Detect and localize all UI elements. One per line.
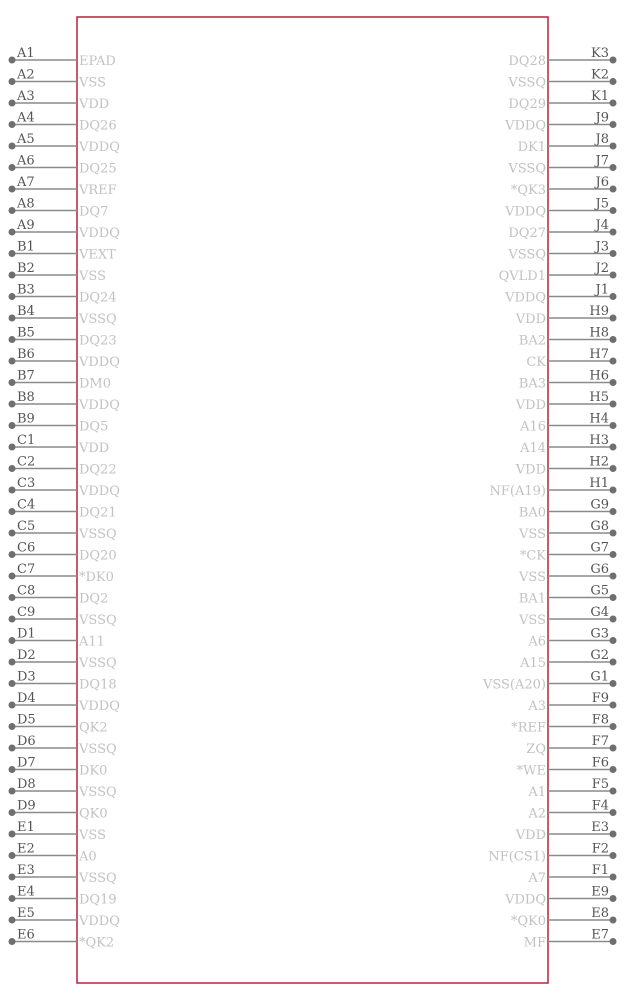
pin-name: VSSQ bbox=[79, 785, 117, 800]
pin-number: A5 bbox=[17, 132, 35, 147]
pin-name: VSSQ bbox=[79, 527, 117, 542]
pin-terminal bbox=[610, 874, 617, 881]
pin-number: B4 bbox=[17, 304, 35, 319]
pin-name: A1 bbox=[528, 785, 546, 800]
pin-number: E8 bbox=[591, 906, 609, 921]
pin-name: VDDQ bbox=[505, 290, 546, 306]
pin-terminal bbox=[9, 315, 16, 322]
pin-terminal bbox=[9, 745, 16, 752]
pin-number: B6 bbox=[17, 347, 35, 362]
pin-terminal bbox=[9, 766, 16, 773]
pin-number: A3 bbox=[17, 89, 35, 104]
pin-number: J2 bbox=[595, 261, 609, 276]
pin-name: ZQ bbox=[526, 742, 546, 757]
pin-terminal bbox=[610, 78, 617, 85]
pin-name: DQ5 bbox=[79, 419, 109, 435]
pin-name: VSSQ bbox=[508, 161, 546, 177]
pin-terminal bbox=[610, 917, 617, 924]
pin-number: E9 bbox=[591, 884, 609, 900]
pin-name: VDDQ bbox=[79, 914, 120, 929]
pin-number: B3 bbox=[17, 282, 35, 298]
pin-number: G8 bbox=[590, 519, 609, 534]
pin-terminal bbox=[610, 401, 617, 408]
pin-terminal bbox=[610, 788, 617, 795]
pin-terminal bbox=[610, 766, 617, 773]
pin-name: VSSQ bbox=[79, 312, 117, 327]
pin-number: B8 bbox=[17, 390, 35, 405]
pin-name: NF(A19) bbox=[489, 484, 546, 499]
pin-name: QK2 bbox=[79, 720, 108, 736]
pin-terminal bbox=[610, 573, 617, 580]
pin-name: DQ23 bbox=[79, 333, 117, 349]
pin-number: C5 bbox=[17, 519, 36, 534]
pin-number: A7 bbox=[17, 175, 35, 190]
pin-number: B5 bbox=[17, 325, 35, 341]
pin-name: A11 bbox=[79, 634, 105, 650]
pin-number: C4 bbox=[17, 497, 36, 513]
pin-terminal bbox=[610, 207, 617, 214]
pin-terminal bbox=[9, 164, 16, 171]
pin-number: H1 bbox=[589, 476, 609, 491]
pin-number: A4 bbox=[17, 110, 35, 126]
pin-number: E7 bbox=[591, 927, 609, 943]
pin-name: *QK0 bbox=[510, 914, 546, 929]
pin-number: C7 bbox=[17, 562, 36, 577]
pin-terminal bbox=[9, 250, 16, 257]
pin-terminal bbox=[9, 465, 16, 472]
pin-name: VSSQ bbox=[79, 656, 117, 671]
pin-name: BA2 bbox=[518, 333, 546, 349]
pin-terminal bbox=[610, 229, 617, 236]
pin-terminal bbox=[610, 293, 617, 300]
pin-terminal bbox=[610, 895, 617, 902]
pin-name: DQ7 bbox=[79, 204, 109, 220]
pin-number: F1 bbox=[591, 863, 609, 878]
pin-terminal bbox=[610, 508, 617, 515]
pin-terminal bbox=[9, 594, 16, 601]
pin-number: J8 bbox=[595, 132, 609, 147]
pin-number: F4 bbox=[591, 798, 609, 814]
pin-terminal bbox=[9, 121, 16, 128]
pin-terminal bbox=[610, 594, 617, 601]
pin-terminal bbox=[9, 702, 16, 709]
pin-terminal bbox=[9, 487, 16, 494]
pin-name: QVLD1 bbox=[498, 269, 546, 284]
pin-number: H3 bbox=[589, 433, 609, 448]
pin-name: VSS bbox=[519, 570, 546, 585]
pin-number: E1 bbox=[17, 820, 35, 835]
pin-name: DQ18 bbox=[79, 677, 117, 693]
pin-name: VSSQ bbox=[508, 247, 546, 263]
pin-name: VDDQ bbox=[79, 484, 120, 499]
pin-name: VSS bbox=[519, 613, 546, 628]
pin-number: F5 bbox=[591, 777, 609, 792]
pin-terminal bbox=[610, 702, 617, 709]
pin-terminal bbox=[610, 465, 617, 472]
pin-number: C3 bbox=[17, 476, 36, 491]
pin-terminal bbox=[9, 809, 16, 816]
pin-name: VDD bbox=[79, 441, 110, 456]
pin-name: VSS bbox=[79, 269, 106, 284]
pin-number: G5 bbox=[590, 583, 609, 599]
pin-number: E5 bbox=[17, 906, 35, 921]
pin-name: DK0 bbox=[79, 763, 108, 779]
pin-terminal bbox=[610, 831, 617, 838]
pin-terminal bbox=[9, 336, 16, 343]
pin-name: VDD bbox=[515, 398, 546, 413]
pin-name: A7 bbox=[528, 871, 546, 886]
pin-number: F6 bbox=[591, 755, 609, 771]
pin-number: J9 bbox=[595, 110, 609, 126]
pin-number: G3 bbox=[590, 626, 609, 642]
pin-number: G4 bbox=[590, 605, 609, 620]
pin-name: *DK0 bbox=[79, 570, 114, 585]
pin-name: VSSQ bbox=[79, 742, 117, 757]
pin-number: B2 bbox=[17, 261, 35, 276]
pin-name: VEXT bbox=[79, 247, 116, 263]
pin-name: CK bbox=[526, 355, 546, 370]
pin-terminal bbox=[610, 659, 617, 666]
pin-terminal bbox=[610, 186, 617, 193]
pin-number: E4 bbox=[17, 884, 35, 900]
pin-name: BA0 bbox=[518, 505, 546, 521]
pin-number: J3 bbox=[595, 239, 609, 255]
pin-name: BA1 bbox=[518, 591, 546, 607]
pin-number: J7 bbox=[595, 153, 609, 169]
pin-number: F8 bbox=[591, 712, 609, 728]
pin-name: VSSQ bbox=[79, 871, 117, 886]
pin-name: DQ29 bbox=[508, 97, 546, 112]
pin-terminal bbox=[9, 874, 16, 881]
pin-name: MF bbox=[523, 935, 546, 951]
pin-number: B1 bbox=[17, 239, 35, 255]
pin-name: A16 bbox=[520, 419, 546, 435]
pin-name: A6 bbox=[528, 634, 546, 650]
pin-terminal bbox=[9, 143, 16, 150]
pin-name: *QK2 bbox=[79, 935, 115, 951]
pin-number: B7 bbox=[17, 368, 35, 384]
pin-number: A2 bbox=[17, 67, 35, 83]
pin-number: A6 bbox=[17, 153, 35, 169]
pin-number: C2 bbox=[17, 454, 36, 470]
pin-terminal bbox=[9, 831, 16, 838]
pin-terminal bbox=[610, 530, 617, 537]
pin-number: D3 bbox=[17, 669, 36, 685]
pin-number: E3 bbox=[591, 820, 609, 835]
pin-terminal bbox=[9, 100, 16, 107]
pin-number: E2 bbox=[17, 841, 35, 857]
pin-number: C9 bbox=[17, 605, 36, 620]
pin-terminal bbox=[9, 57, 16, 64]
pin-name: DQ24 bbox=[79, 290, 117, 306]
pin-name: EPAD bbox=[79, 54, 116, 69]
pin-terminal bbox=[9, 788, 16, 795]
pin-name: VSS bbox=[79, 75, 106, 91]
pin-name: VDD bbox=[515, 312, 546, 327]
pin-name: VSSQ bbox=[508, 75, 546, 91]
pin-number: D4 bbox=[17, 691, 36, 706]
pin-terminal bbox=[610, 57, 617, 64]
pin-name: VDD bbox=[515, 828, 546, 843]
pin-terminal bbox=[9, 272, 16, 279]
pin-number: D6 bbox=[17, 734, 36, 749]
pin-terminal bbox=[9, 422, 16, 429]
pin-name: VDDQ bbox=[79, 140, 120, 155]
pin-number: D8 bbox=[17, 777, 36, 792]
pin-terminal bbox=[610, 938, 617, 945]
pin-terminal bbox=[9, 616, 16, 623]
pin-terminal bbox=[9, 895, 16, 902]
pin-name: QK0 bbox=[79, 806, 108, 822]
pin-number: E3 bbox=[17, 863, 35, 878]
pin-name: DQ21 bbox=[79, 505, 117, 521]
pin-number: K1 bbox=[591, 89, 609, 104]
pin-terminal bbox=[9, 723, 16, 730]
pin-name: A0 bbox=[79, 849, 97, 865]
pin-terminal bbox=[9, 186, 16, 193]
pin-name: NF(CS1) bbox=[488, 849, 546, 865]
pin-terminal bbox=[610, 487, 617, 494]
pin-number: K3 bbox=[591, 46, 609, 61]
pin-terminal bbox=[610, 616, 617, 623]
pin-number: D9 bbox=[17, 798, 36, 814]
pin-number: H6 bbox=[589, 368, 609, 384]
pin-name: A2 bbox=[528, 806, 546, 822]
pin-name: VDDQ bbox=[79, 355, 120, 370]
pin-name: VSS bbox=[79, 828, 106, 843]
pin-name: VSS(A20) bbox=[482, 677, 546, 693]
pin-number: J1 bbox=[595, 282, 609, 298]
pin-number: G6 bbox=[590, 562, 609, 577]
pin-number: B9 bbox=[17, 411, 35, 427]
pin-terminal bbox=[9, 659, 16, 666]
pin-terminal bbox=[9, 229, 16, 236]
pin-number: F9 bbox=[591, 691, 609, 706]
pin-terminal bbox=[610, 143, 617, 150]
pin-terminal bbox=[9, 551, 16, 558]
pin-number: G2 bbox=[590, 648, 609, 663]
pin-terminal bbox=[9, 917, 16, 924]
pin-terminal bbox=[610, 379, 617, 386]
pin-name: DQ2 bbox=[79, 591, 109, 607]
pin-terminal bbox=[610, 551, 617, 558]
pin-terminal bbox=[610, 680, 617, 687]
pin-name: DQ28 bbox=[508, 54, 546, 69]
pin-number: C1 bbox=[17, 433, 36, 448]
pin-terminal bbox=[9, 444, 16, 451]
pin-name: BA3 bbox=[518, 376, 546, 392]
pin-terminal bbox=[610, 164, 617, 171]
pin-number: H4 bbox=[589, 411, 609, 427]
pin-name: VDDQ bbox=[505, 204, 546, 220]
pin-name: DQ19 bbox=[79, 892, 117, 908]
pin-terminal bbox=[610, 444, 617, 451]
pin-number: D5 bbox=[17, 712, 36, 728]
pin-number: H2 bbox=[589, 454, 609, 470]
pin-name: DM0 bbox=[79, 376, 112, 392]
pin-terminal bbox=[9, 852, 16, 859]
pin-terminal bbox=[610, 852, 617, 859]
pin-name: VDDQ bbox=[79, 398, 120, 413]
pin-number: A8 bbox=[17, 196, 35, 212]
pin-name: VREF bbox=[79, 183, 117, 198]
pin-name: A3 bbox=[528, 699, 546, 714]
pin-terminal bbox=[9, 680, 16, 687]
pin-terminal bbox=[9, 293, 16, 300]
pin-name: VDDQ bbox=[79, 226, 120, 241]
pin-terminal bbox=[610, 723, 617, 730]
pin-terminal bbox=[9, 358, 16, 365]
pin-name: VDD bbox=[79, 97, 110, 112]
pin-terminal bbox=[610, 745, 617, 752]
pin-terminal bbox=[9, 938, 16, 945]
pin-terminal bbox=[610, 358, 617, 365]
pin-number: G1 bbox=[590, 669, 609, 685]
pin-terminal bbox=[610, 637, 617, 644]
pin-terminal bbox=[9, 78, 16, 85]
pin-number: G7 bbox=[590, 540, 609, 556]
pin-name: VDDQ bbox=[79, 699, 120, 714]
pin-number: H5 bbox=[589, 390, 609, 405]
pin-name: VDD bbox=[515, 462, 546, 478]
pin-number: F7 bbox=[591, 734, 609, 749]
pin-terminal bbox=[610, 100, 617, 107]
pin-name: DK1 bbox=[517, 140, 546, 155]
pin-terminal bbox=[610, 272, 617, 279]
pin-number: A9 bbox=[17, 218, 35, 233]
pin-terminal bbox=[610, 422, 617, 429]
pin-number: D7 bbox=[17, 755, 36, 771]
pin-name: DQ22 bbox=[79, 462, 117, 478]
pin-name: *QK3 bbox=[510, 183, 546, 198]
pin-number: D2 bbox=[17, 648, 36, 663]
pin-name: *REF bbox=[511, 720, 546, 736]
pin-number: F2 bbox=[591, 841, 609, 857]
pin-name: DQ27 bbox=[508, 226, 546, 241]
component-body bbox=[77, 17, 548, 983]
pin-name: A14 bbox=[520, 441, 546, 456]
pin-number: J5 bbox=[595, 196, 609, 212]
pin-name: DQ25 bbox=[79, 161, 117, 177]
pin-number: H9 bbox=[589, 304, 609, 319]
pin-number: J4 bbox=[595, 218, 609, 233]
pin-terminal bbox=[9, 508, 16, 515]
pin-number: A1 bbox=[17, 46, 35, 61]
pin-name: VSS bbox=[519, 527, 546, 542]
pin-name: VDDQ bbox=[505, 118, 546, 134]
pin-number: C8 bbox=[17, 583, 36, 599]
pin-terminal bbox=[9, 637, 16, 644]
pin-number: D1 bbox=[17, 626, 36, 642]
pin-name: DQ26 bbox=[79, 118, 117, 134]
pin-number: E6 bbox=[17, 927, 35, 943]
pin-terminal bbox=[610, 121, 617, 128]
pin-terminal bbox=[610, 809, 617, 816]
pin-name: *WE bbox=[516, 763, 546, 779]
pin-terminal bbox=[9, 401, 16, 408]
pin-name: *CK bbox=[519, 548, 546, 564]
pin-number: G9 bbox=[590, 497, 609, 513]
pin-number: J6 bbox=[595, 175, 609, 190]
pin-terminal bbox=[610, 315, 617, 322]
pin-terminal bbox=[9, 530, 16, 537]
pin-number: H7 bbox=[589, 347, 609, 362]
pin-number: H8 bbox=[589, 325, 609, 341]
pin-number: K2 bbox=[591, 67, 609, 83]
pin-terminal bbox=[9, 207, 16, 214]
pin-name: DQ20 bbox=[79, 548, 117, 564]
pin-name: A15 bbox=[520, 656, 546, 671]
pin-terminal bbox=[9, 379, 16, 386]
pin-terminal bbox=[610, 250, 617, 257]
pin-terminal bbox=[9, 573, 16, 580]
pin-terminal bbox=[610, 336, 617, 343]
pin-name: VSSQ bbox=[79, 613, 117, 628]
pin-number: C6 bbox=[17, 540, 36, 556]
pin-name: VDDQ bbox=[505, 892, 546, 908]
